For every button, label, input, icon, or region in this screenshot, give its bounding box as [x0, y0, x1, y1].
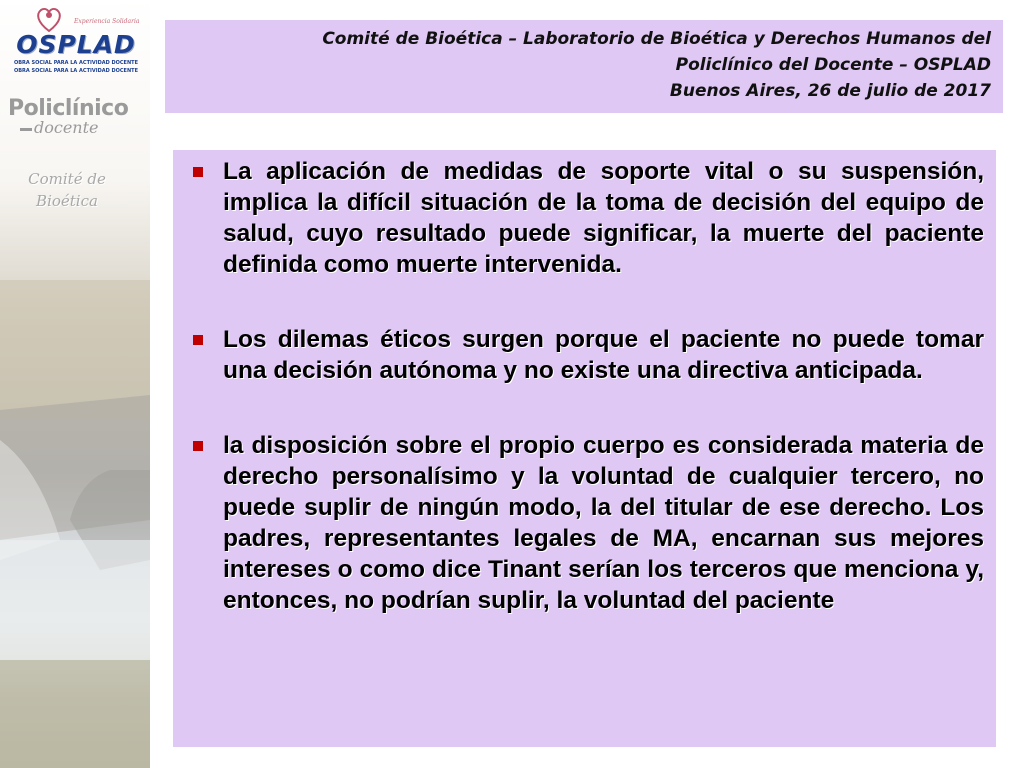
bullet-square-icon	[193, 167, 203, 177]
osplad-wordmark: OSPLAD	[16, 30, 136, 59]
bullet-square-icon	[193, 335, 203, 345]
policlinico-title: Policlínico	[8, 96, 129, 121]
osplad-subtitle-1: OBRA SOCIAL PARA LA ACTIVIDAD DOCENTE	[14, 60, 138, 66]
header-line-3: Buenos Aires, 26 de julio de 2017	[669, 81, 991, 101]
bullet-item	[183, 324, 984, 386]
bullet-text: la disposición sobre el propio cuerpo es considerada materia de derecho personalísimo y la voluntad de cualquier tercero, no puede suplir de ningún modo, la del titular de ese derecho. Los padres, representantes legales de MA, encarnan sus mejores intereses o como dice Tinant serían los terceros que menciona y, entonces, no podrían suplir, la voluntad del paciente	[223, 432, 984, 614]
left-decorative-panel	[0, 0, 150, 768]
header-line-1: Comité de Bioética – Laboratorio de Bioética y Derechos Humanos del	[322, 29, 991, 49]
content-panel	[173, 150, 996, 747]
bullet-square-icon	[193, 441, 203, 451]
osplad-tagline: Experiencia Solidaria	[74, 18, 140, 25]
bullet-text: Los dilemas éticos surgen porque el paciente no puede tomar una decisión autónoma y no existe una directiva anticipada.	[223, 326, 984, 384]
bullet-text: La aplicación de medidas de soporte vital o su suspensión, implica la difícil situación de la toma de decisión del equipo de salud, cuyo resultado puede significar, la muerte del paciente definida como muerte intervenida.	[223, 158, 984, 278]
osplad-logo	[14, 4, 138, 76]
bullet-item	[183, 430, 984, 616]
policlinico-dash	[20, 128, 32, 131]
osplad-subtitle-2: OBRA SOCIAL PARA LA ACTIVIDAD DOCENTE	[14, 68, 138, 74]
comite-logo-text: Comité de Bioética	[28, 170, 106, 210]
policlinico-logo	[8, 96, 144, 146]
header-banner	[165, 20, 1003, 113]
policlinico-subtitle: docente	[34, 118, 99, 137]
header-line-2: Policlínico del Docente – OSPLAD	[675, 55, 991, 75]
bullet-item	[183, 156, 984, 280]
